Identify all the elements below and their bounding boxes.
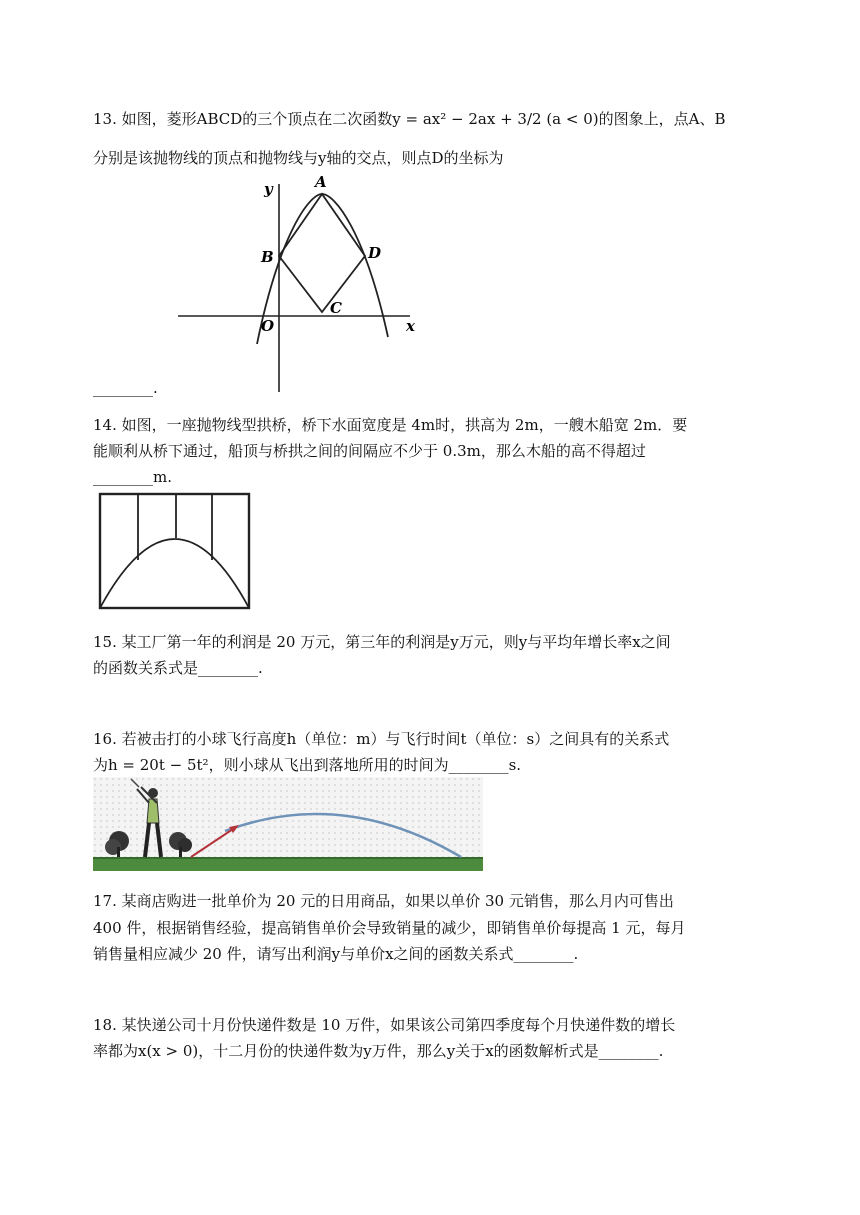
label-y: y [264,180,273,198]
ground [93,857,483,871]
q13-line-1: 13. 如图，菱形ABCD的三个顶点在二次函数y = ax² − 2ax + 3/2 (a < 0)的图象上，点A、B [93,110,726,128]
q17-line-2: 400 件，根据销售经验，提高销售单价会导致销量的减少，即销售单价每提高 1 元，每月 [93,919,686,937]
rhombus-abcd [279,194,365,312]
label-d: D [368,244,382,262]
q13-answer-blank: ________. [93,379,158,397]
bridge-arch [100,539,249,608]
label-b: B [261,248,274,266]
q14-arch-bridge-figure [97,492,253,612]
q16-golf-ball-trajectory-figure [93,777,483,873]
q14-line-3: ________m. [93,468,172,486]
parabola [257,194,388,344]
q13-line-2: 分别是该抛物线的顶点和抛物线与y轴的交点，则点D的坐标为 [93,149,504,167]
label-o: O [261,317,275,335]
q16-line-1: 16. 若被击打的小球飞行高度h（单位：m）与飞行时间t（单位：s）之间具有的关系式 [93,730,670,748]
q15-line-1: 15. 某工厂第一年的利润是 20 万元，第三年的利润是y万元，则y与平均年增长率x之间 [93,633,671,651]
label-x: x [406,317,415,335]
q18-line-1: 18. 某快递公司十月份快递件数是 10 万件，如果该公司第四季度每个月快递件数的增长 [93,1016,676,1034]
q17-line-1: 17. 某商店购进一批单价为 20 元的日用商品，如果以单价 30 元销售，那么月内可售出 [93,892,674,910]
label-c: C [330,299,342,317]
q14-line-1: 14. 如图，一座抛物线型拱桥，桥下水面宽度是 4m时，拱高为 2m，一艘木船宽 2m．要 [93,416,688,434]
q16-line-2: 为h = 20t − 5t²，则小球从飞出到落地所用的时间为________s. [93,756,522,774]
q17-line-3: 销售量相应减少 20 件，请写出利润y与单价x之间的函数关系式________. [93,945,579,963]
label-a: A [315,173,327,191]
q14-line-2: 能顺利从桥下通过，船顶与桥拱之间的间隔应不少于 0.3m，那么木船的高不得超过 [93,442,646,460]
q13-rhombus-parabola-figure [170,172,430,394]
q18-line-2: 率都为x(x > 0)，十二月份的快递件数为y万件，那么y关于x的函数解析式是________. [93,1042,664,1060]
bridge-frame [100,494,249,608]
q15-line-2: 的函数关系式是________. [93,659,263,677]
